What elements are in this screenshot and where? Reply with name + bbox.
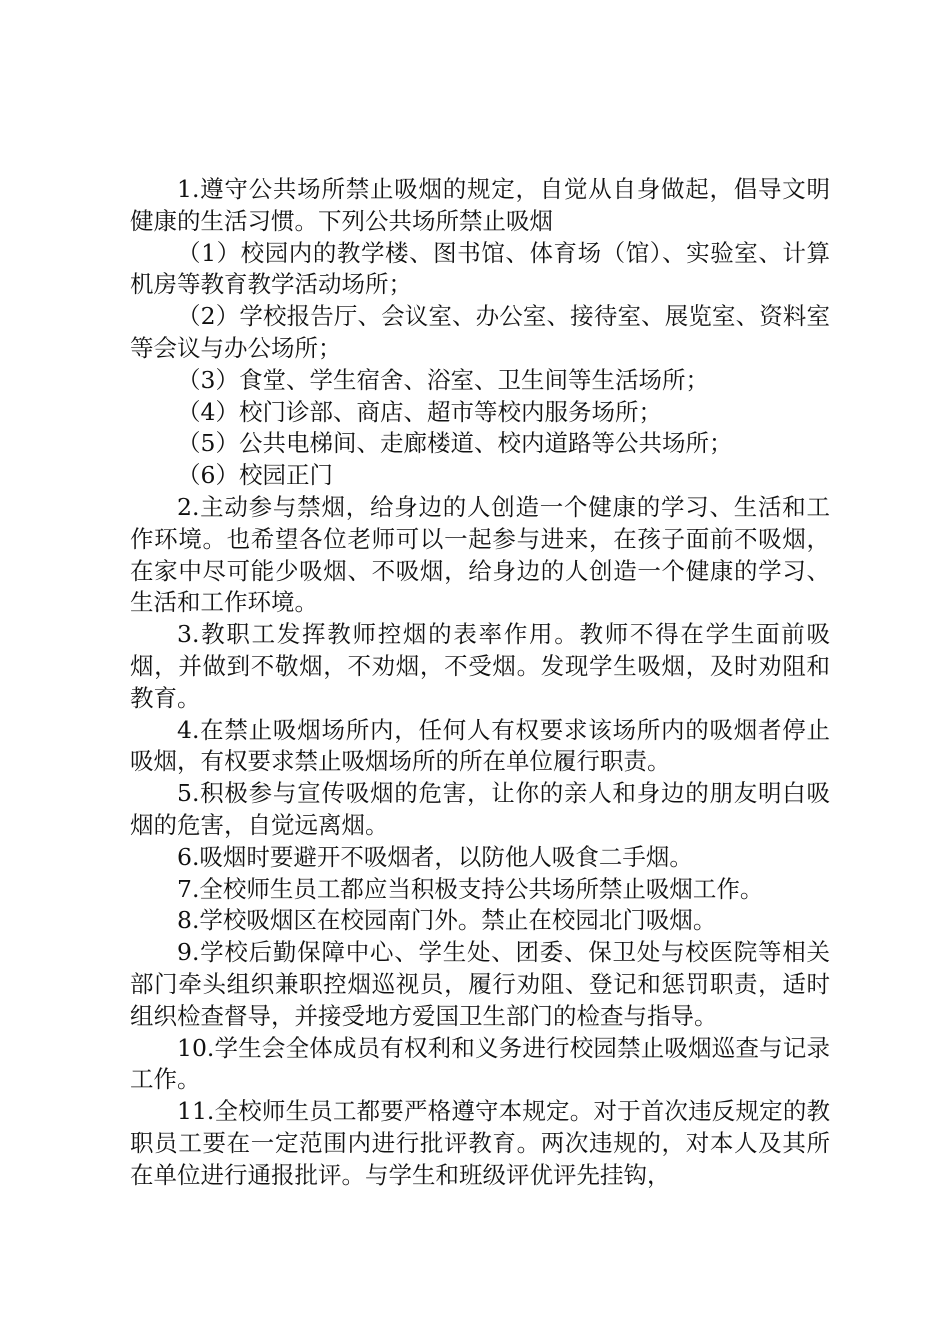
document-body bbox=[130, 174, 830, 1192]
place-item-5: （5）公共电梯间、走廊楼道、校内道路等公共场所； bbox=[177, 429, 733, 458]
rule-2-paragraph: 2.主动参与禁烟，给身边的人创造一个健康的学习、生活和工作环境。也希望各位老师可以一起参与进来，在孩子面前不吸烟，在家中尽可能少吸烟、不吸烟，给身边的人创造一个健康的学习、生活和工作环境。 bbox=[130, 492, 830, 617]
rule-11-paragraph: 11.全校师生员工都要严格遵守本规定。对于首次违反规定的教职员工要在一定范围内进行批评教育。两次违规的，对本人及其所在单位进行通报批评。与学生和班级评优评先挂钩， bbox=[130, 1097, 830, 1189]
place-item-2: （2）学校报告厅、会议室、办公室、接待室、展览室、资料室等会议与办公场所； bbox=[130, 302, 830, 362]
rule-8-paragraph: 8.学校吸烟区在校园南门外。禁止在校园北门吸烟。 bbox=[177, 906, 717, 935]
rule-5-paragraph: 5.积极参与宣传吸烟的危害，让你的亲人和身边的朋友明白吸烟的危害，自觉远离烟。 bbox=[130, 779, 830, 839]
rule-3-paragraph: 3.教职工发挥教师控烟的表率作用。教师不得在学生面前吸烟，并做到不敬烟，不劝烟，不受烟。发现学生吸烟，及时劝阻和教育。 bbox=[130, 620, 830, 712]
rule-6-paragraph: 6.吸烟时要避开不吸烟者，以防他人吸食二手烟。 bbox=[177, 842, 693, 871]
place-item-1: （1）校园内的教学楼、图书馆、体育场（馆）、实验室、计算机房等教育教学活动场所； bbox=[130, 238, 830, 299]
place-item-3: （3）食堂、学生宿舍、浴室、卫生间等生活场所； bbox=[177, 365, 709, 394]
place-item-6: （6）校园正门 bbox=[177, 461, 333, 490]
place-item-4: （4）校门诊部、商店、超市等校内服务场所； bbox=[177, 397, 662, 426]
rule-4-paragraph: 4.在禁止吸烟场所内，任何人有权要求该场所内的吸烟者停止吸烟，有权要求禁止吸烟场所的所在单位履行职责。 bbox=[130, 715, 830, 776]
rule-9-paragraph: 9.学校后勤保障中心、学生处、团委、保卫处与校医院等相关部门牵头组织兼职控烟巡视员，履行劝阻、登记和惩罚职责，适时组织检查督导，并接受地方爱国卫生部门的检查与指导。 bbox=[130, 938, 830, 1030]
rule-10-paragraph: 10.学生会全体成员有权利和义务进行校园禁止吸烟巡查与记录工作。 bbox=[130, 1033, 830, 1094]
rule-1-paragraph: 1.遵守公共场所禁止吸烟的规定，自觉从自身做起，倡导文明健康的生活习惯。下列公共场所禁止吸烟 bbox=[130, 175, 830, 235]
rule-7-paragraph: 7.全校师生员工都应当积极支持公共场所禁止吸烟工作。 bbox=[177, 874, 764, 903]
